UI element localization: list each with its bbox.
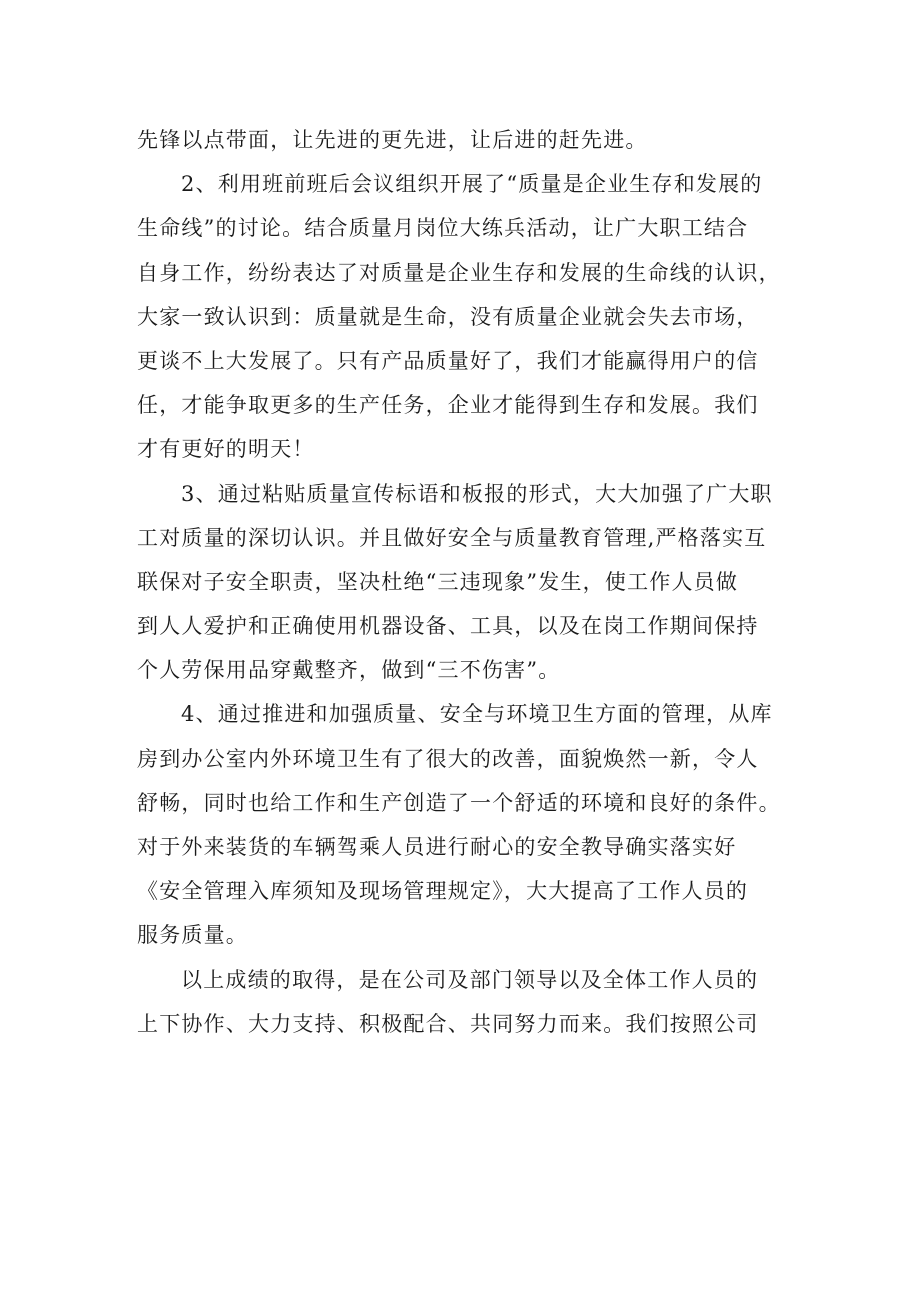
text-line: 联保对子安全职责，坚决杜绝“三违现象”发生，使工作人员做 [137, 569, 739, 594]
text-line: 先锋以点带面，让先进的更先进，让后进的赶先进。 [137, 128, 648, 152]
text-line: 生命线”的讨论。结合质量月岗位大练兵活动，让广大职工结合 [137, 216, 749, 241]
text-line: 房到办公室内外环境卫生有了很大的改善，面貌焕然一新，令人 [137, 746, 759, 771]
text-line: 以上成绩的取得，是在公司及部门领导以及全体工作人员的 [181, 967, 759, 992]
text-line: 2、利用班前班后会议组织开展了“质量是企业生存和发展的 [181, 172, 763, 197]
text-line: 工对质量的深切认识。并且做好安全与质量教育管理,严格落实互 [137, 525, 767, 550]
text-line: 上下协作、大力支持、积极配合、共同努力而来。我们按照公司 [137, 1011, 759, 1036]
text-line: 服务质量。 [137, 923, 248, 948]
body-text [137, 118, 797, 1046]
text-line: 任，才能争取更多的生产任务，企业才能得到生存和发展。我们 [137, 393, 759, 418]
text-line: 更谈不上大发展了。只有产品质量好了，我们才能赢得用户的信 [137, 348, 759, 373]
text-line: 4、通过推进和加强质量、安全与环境卫生方面的管理，从库 [181, 702, 773, 727]
text-line: 到人人爱护和正确使用机器设备、工具，以及在岗工作期间保持 [137, 614, 759, 639]
text-line: 对于外来装货的车辆驾乘人员进行耐心的安全教导确实落实好 [137, 835, 737, 859]
text-line: 个人劳保用品穿戴整齐，做到“三不伤害”。 [137, 658, 561, 683]
text-line: 《安全管理入库须知及现场管理规定》，大大提高了工作人员的 [137, 879, 749, 904]
text-line: 自身工作，纷纷表达了对质量是企业生存和发展的生命线的认识， [137, 260, 781, 285]
text-line: 舒畅，同时也给工作和生产创造了一个舒适的环境和良好的条件。 [137, 790, 781, 815]
text-line: 大家一致认识到：质量就是生命，没有质量企业就会失去市场， [137, 304, 759, 329]
text-line: 才有更好的明天！ [137, 437, 315, 462]
text-line: 3、通过粘贴质量宣传标语和板报的形式，大大加强了广大职 [181, 481, 773, 506]
